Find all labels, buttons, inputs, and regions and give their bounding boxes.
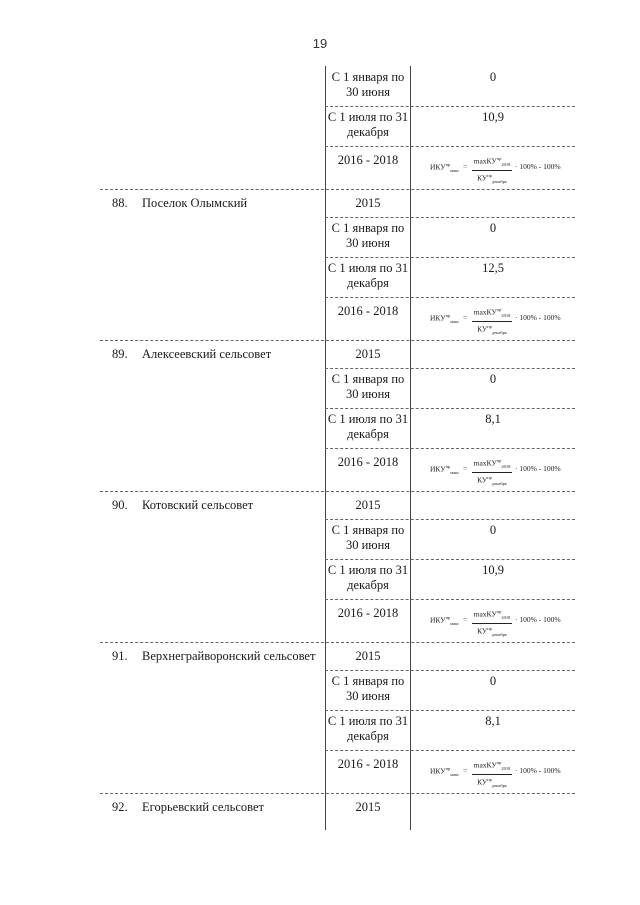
- row-number: 90.: [112, 498, 128, 512]
- formula-tail: · 100% - 100%: [515, 162, 561, 171]
- formula-tail: · 100% - 100%: [515, 313, 561, 322]
- period-label: 2015: [355, 347, 381, 361]
- sub-row-separator: [325, 217, 575, 218]
- formula-lhs-sup: пр: [445, 615, 451, 620]
- formula-fraction: [472, 305, 512, 338]
- formula-lhs-sup: пр: [445, 313, 451, 318]
- formula-equals: =: [463, 766, 468, 775]
- period-label: 2015: [355, 800, 381, 814]
- formula-fraction: [472, 607, 512, 640]
- formula-lhs-sub: макс: [450, 621, 460, 626]
- formula-numerator: [472, 305, 512, 322]
- settlement-name: Котовский сельсовет: [142, 498, 254, 512]
- formula-denominator-sup: пр: [487, 475, 492, 480]
- sub-row-separator: [325, 368, 575, 369]
- period-label: С 1 января по 30 июня: [331, 70, 405, 99]
- formula: [418, 154, 578, 184]
- formula-lhs-sub: макс: [450, 168, 460, 173]
- period-label: С 1 января по 30 июня: [331, 523, 405, 552]
- sub-row-separator: [325, 257, 575, 258]
- formula-numerator-text: maxКУ: [473, 760, 497, 770]
- formula-numerator-sup: пр: [496, 458, 502, 463]
- sub-row-separator: [325, 146, 575, 147]
- tariff-value: 0: [489, 221, 497, 235]
- tariff-value: 0: [489, 372, 497, 386]
- sub-row-separator: [325, 670, 575, 671]
- period-label: С 1 июля по 31 декабря: [327, 110, 409, 139]
- formula-denominator: [472, 775, 512, 791]
- formula-denominator-sub: декабрь: [491, 481, 507, 486]
- formula-denominator-text: КУ: [477, 475, 488, 485]
- formula-denominator-sub: декабрь: [491, 783, 507, 788]
- sub-row-separator: [325, 408, 575, 409]
- formula-lhs-sub: макс: [450, 772, 460, 777]
- formula-fraction: [472, 758, 512, 791]
- formula-equals: =: [463, 162, 468, 171]
- row-separator: [100, 340, 575, 341]
- formula-lhs-sub: макс: [450, 470, 460, 475]
- formula-lhs: [430, 313, 459, 324]
- tariff-value: 0: [489, 674, 497, 688]
- settlement-name: Верхнеграйворонский сельсовет: [142, 649, 316, 663]
- period-label: 2016 - 2018: [337, 455, 399, 469]
- row-number: 92.: [112, 800, 128, 814]
- formula-equals: =: [463, 313, 468, 322]
- formula-equals: =: [463, 615, 468, 624]
- formula-denominator-sup: пр: [487, 173, 492, 178]
- period-label: 2015: [355, 498, 381, 512]
- row-number: 89.: [112, 347, 128, 361]
- formula-numerator-sup: пр: [496, 307, 502, 312]
- formula-numerator-sub: 2018: [501, 464, 511, 469]
- formula-denominator-text: КУ: [477, 173, 488, 183]
- period-label: С 1 июля по 31 декабря: [327, 261, 409, 290]
- formula-tail: · 100% - 100%: [515, 615, 561, 624]
- formula-numerator-sub: 2018: [501, 313, 511, 318]
- period-label: 2016 - 2018: [337, 606, 399, 620]
- formula-denominator-text: КУ: [477, 777, 488, 787]
- formula-denominator-text: КУ: [477, 324, 488, 334]
- formula-numerator-text: maxКУ: [473, 156, 497, 166]
- formula: [418, 456, 578, 486]
- tariff-value: 12,5: [482, 261, 504, 275]
- formula: [418, 758, 578, 788]
- sub-row-separator: [325, 710, 575, 711]
- formula-fraction: [472, 154, 512, 187]
- page-number: 19: [312, 36, 328, 51]
- row-separator: [100, 189, 575, 190]
- formula-numerator-text: maxКУ: [473, 307, 497, 317]
- settlement-name: Поселок Олымский: [142, 196, 248, 210]
- formula-lhs: [430, 162, 459, 173]
- formula-numerator: [472, 607, 512, 624]
- sub-row-separator: [325, 297, 575, 298]
- formula-numerator: [472, 758, 512, 775]
- formula-lhs-sup: пр: [445, 766, 451, 771]
- formula-numerator: [472, 154, 512, 171]
- tariff-value: 8,1: [485, 714, 501, 728]
- formula-lhs: [430, 615, 459, 626]
- formula: [418, 607, 578, 637]
- formula-lhs-text: ИКУ: [430, 162, 446, 172]
- formula-numerator-sub: 2018: [501, 162, 511, 167]
- formula-denominator-sub: декабрь: [491, 330, 507, 335]
- period-label: 2015: [355, 196, 381, 210]
- formula-denominator-sup: пр: [487, 324, 492, 329]
- tariff-table: [100, 66, 575, 830]
- formula-denominator-sub: декабрь: [491, 179, 507, 184]
- period-label: С 1 июля по 31 декабря: [327, 714, 409, 743]
- row-number: 88.: [112, 196, 128, 210]
- formula-denominator-sub: декабрь: [491, 632, 507, 637]
- formula-lhs: [430, 464, 459, 475]
- period-label: С 1 января по 30 июня: [331, 674, 405, 703]
- period-label: С 1 июля по 31 декабря: [327, 412, 409, 441]
- period-label: С 1 января по 30 июня: [331, 221, 405, 250]
- sub-row-separator: [325, 599, 575, 600]
- formula-denominator-sup: пр: [487, 626, 492, 631]
- formula-numerator-sub: 2018: [501, 615, 511, 620]
- formula-lhs-sup: пр: [445, 464, 451, 469]
- settlement-name: Алексеевский сельсовет: [142, 347, 272, 361]
- tariff-value: 10,9: [482, 110, 504, 124]
- formula-equals: =: [463, 464, 468, 473]
- formula-lhs-text: ИКУ: [430, 313, 446, 323]
- formula-lhs-sub: макс: [450, 319, 460, 324]
- tariff-value: 10,9: [482, 563, 504, 577]
- tariff-value: 8,1: [485, 412, 501, 426]
- row-number: 91.: [112, 649, 128, 663]
- period-label: 2016 - 2018: [337, 304, 399, 318]
- row-separator: [100, 793, 575, 794]
- sub-row-separator: [325, 750, 575, 751]
- formula-denominator: [472, 624, 512, 640]
- formula-numerator-sup: пр: [496, 156, 502, 161]
- formula-fraction: [472, 456, 512, 489]
- sub-row-separator: [325, 106, 575, 107]
- formula-denominator-sup: пр: [487, 777, 492, 782]
- period-label: С 1 июля по 31 декабря: [327, 563, 409, 592]
- formula-denominator: [472, 171, 512, 187]
- formula-numerator-sup: пр: [496, 609, 502, 614]
- formula-denominator: [472, 322, 512, 338]
- period-label: 2016 - 2018: [337, 153, 399, 167]
- formula-numerator-text: maxКУ: [473, 458, 497, 468]
- period-label: С 1 января по 30 июня: [331, 372, 405, 401]
- formula-denominator: [472, 473, 512, 489]
- formula-numerator-text: maxКУ: [473, 609, 497, 619]
- row-separator: [100, 642, 575, 643]
- row-separator: [100, 491, 575, 492]
- settlement-name: Егорьевский сельсовет: [142, 800, 264, 814]
- formula: [418, 305, 578, 335]
- formula-lhs-text: ИКУ: [430, 464, 446, 474]
- formula-lhs-sup: пр: [445, 162, 451, 167]
- period-label: 2016 - 2018: [337, 757, 399, 771]
- sub-row-separator: [325, 559, 575, 560]
- formula-numerator-sup: пр: [496, 760, 502, 765]
- tariff-value: 0: [489, 70, 497, 84]
- sub-row-separator: [325, 519, 575, 520]
- period-label: 2015: [355, 649, 381, 663]
- formula-numerator-sub: 2018: [501, 766, 511, 771]
- formula-tail: · 100% - 100%: [515, 464, 561, 473]
- tariff-value: 0: [489, 523, 497, 537]
- formula-lhs: [430, 766, 459, 777]
- formula-lhs-text: ИКУ: [430, 615, 446, 625]
- formula-tail: · 100% - 100%: [515, 766, 561, 775]
- formula-numerator: [472, 456, 512, 473]
- formula-lhs-text: ИКУ: [430, 766, 446, 776]
- sub-row-separator: [325, 448, 575, 449]
- formula-denominator-text: КУ: [477, 626, 488, 636]
